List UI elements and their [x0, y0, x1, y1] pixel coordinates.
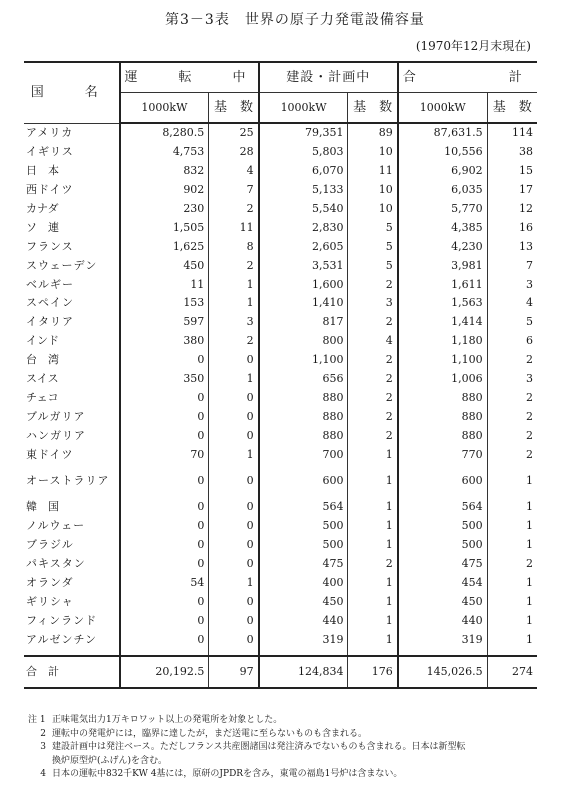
cell-tot-kw: 1,563: [398, 294, 487, 313]
cell-tot-kw: 1,180: [398, 332, 487, 351]
cell-tot-n: 2: [487, 445, 537, 464]
header-op-units: 基 数: [209, 93, 259, 124]
cell-pl-n: 2: [348, 351, 398, 370]
cell-pl-kw: 6,070: [259, 162, 348, 181]
cell-tot-n: 16: [487, 218, 537, 237]
country-name: ギリシャ: [26, 594, 74, 608]
table-row: [24, 517, 537, 536]
cell-op-kw: 20,192.5: [120, 656, 209, 688]
cell-pl-kw: 319: [259, 630, 348, 656]
cell-tot-n: 2: [487, 407, 537, 426]
country-name: 西ドイツ: [26, 183, 74, 197]
cell-pl-n: 11: [348, 162, 398, 181]
cell-op-n: 0: [209, 407, 259, 426]
cell-op-n: 4: [209, 162, 259, 181]
cell-pl-n: 2: [348, 426, 398, 445]
table-row: [24, 370, 537, 389]
table-date-note: (1970年12月末現在): [415, 39, 531, 53]
country-name: ブラジル: [26, 538, 74, 552]
cell-tot-kw: 10,556: [398, 143, 487, 162]
cell-tot-n: 17: [487, 181, 537, 200]
cell-pl-kw: 5,540: [259, 200, 348, 219]
cell-tot-n: 12: [487, 200, 537, 219]
cell-pl-n: 2: [348, 407, 398, 426]
cell-op-n: 2: [209, 256, 259, 275]
table-row: [24, 200, 537, 219]
cell-tot-kw: 600: [398, 464, 487, 498]
table-row: [24, 237, 537, 256]
cell-op-kw: 0: [120, 536, 209, 555]
cell-op-kw: 11: [120, 275, 209, 294]
cell-pl-kw: 2,605: [259, 237, 348, 256]
header-planned: 建設・計画中: [259, 62, 398, 93]
table-row: [24, 592, 537, 611]
country-name: ベルギー: [26, 277, 74, 291]
cell-op-n: 0: [209, 536, 259, 555]
cell-op-n: 0: [209, 498, 259, 517]
table-row: [24, 445, 537, 464]
cell-op-kw: 70: [120, 445, 209, 464]
header-tot-capacity: 1000kW: [398, 93, 487, 124]
cell-tot-kw: 4,230: [398, 237, 487, 256]
cell-pl-n: 10: [348, 181, 398, 200]
cell-op-n: 0: [209, 517, 259, 536]
cell-pl-kw: 2,830: [259, 218, 348, 237]
cell-tot-kw: 1,006: [398, 370, 487, 389]
header-pl-units: 基 数: [348, 93, 398, 124]
cell-pl-n: 1: [348, 592, 398, 611]
cell-pl-n: 10: [348, 200, 398, 219]
footnote-text: 日本の運転中832千KW 4基には，原研のJPDRを含み，東電の福島1号炉は含まない。: [52, 769, 403, 779]
cell-pl-kw: 880: [259, 426, 348, 445]
header-total: 合 計: [398, 62, 537, 93]
cell-tot-kw: 87,631.5: [398, 123, 487, 143]
cell-tot-n: 1: [487, 574, 537, 593]
capacity-table: [24, 61, 562, 689]
table-row: [24, 275, 537, 294]
country-name: 東ドイツ: [26, 447, 74, 461]
cell-tot-n: 114: [487, 123, 537, 143]
footnote: [28, 714, 548, 728]
cell-op-kw: 0: [120, 464, 209, 498]
cell-op-kw: 380: [120, 332, 209, 351]
country-name: パキスタン: [26, 557, 86, 571]
cell-tot-n: 2: [487, 351, 537, 370]
cell-op-kw: 1,505: [120, 218, 209, 237]
cell-op-kw: 0: [120, 517, 209, 536]
cell-op-kw: 597: [120, 313, 209, 332]
cell-tot-n: 1: [487, 536, 537, 555]
header-op-capacity: 1000kW: [120, 93, 209, 124]
cell-op-kw: 0: [120, 592, 209, 611]
cell-op-kw: 902: [120, 181, 209, 200]
table-row: [24, 464, 537, 498]
country-name: カナダ: [26, 202, 59, 215]
footnote: [28, 741, 548, 755]
cell-op-kw: 0: [120, 407, 209, 426]
cell-pl-n: 2: [348, 275, 398, 294]
cell-pl-n: 2: [348, 388, 398, 407]
cell-op-n: 0: [209, 611, 259, 630]
cell-pl-n: 176: [348, 656, 398, 688]
cell-pl-kw: 1,100: [259, 351, 348, 370]
cell-op-kw: 153: [120, 294, 209, 313]
table-row: [24, 574, 537, 593]
cell-op-kw: 4,753: [120, 143, 209, 162]
cell-op-kw: 8,280.5: [120, 123, 209, 143]
cell-op-n: 8: [209, 237, 259, 256]
cell-pl-kw: 400: [259, 574, 348, 593]
cell-op-n: 0: [209, 351, 259, 370]
table-row: [24, 498, 537, 517]
cell-tot-kw: 475: [398, 555, 487, 574]
cell-pl-kw: 79,351: [259, 123, 348, 143]
cell-tot-n: 2: [487, 388, 537, 407]
cell-op-n: 7: [209, 181, 259, 200]
cell-op-kw: 0: [120, 630, 209, 656]
cell-pl-n: 5: [348, 256, 398, 275]
cell-pl-kw: 500: [259, 536, 348, 555]
cell-pl-kw: 700: [259, 445, 348, 464]
cell-tot-n: 3: [487, 275, 537, 294]
cell-op-kw: 832: [120, 162, 209, 181]
table-row: [24, 123, 537, 143]
cell-pl-kw: 656: [259, 370, 348, 389]
cell-op-kw: 0: [120, 388, 209, 407]
cell-op-kw: 54: [120, 574, 209, 593]
cell-pl-kw: 5,133: [259, 181, 348, 200]
cell-tot-n: 1: [487, 464, 537, 498]
cell-op-n: 0: [209, 464, 259, 498]
cell-tot-n: 1: [487, 498, 537, 517]
table-row: [24, 426, 537, 445]
cell-pl-kw: 1,600: [259, 275, 348, 294]
cell-tot-kw: 1,414: [398, 313, 487, 332]
cell-pl-n: 1: [348, 498, 398, 517]
cell-pl-kw: 5,803: [259, 143, 348, 162]
header-pl-capacity: 1000kW: [259, 93, 348, 124]
country-name: アルゼンチン: [26, 632, 98, 646]
cell-pl-n: 2: [348, 313, 398, 332]
cell-tot-n: 7: [487, 256, 537, 275]
table-row: [24, 181, 537, 200]
header-tot-units: 基 数: [487, 93, 537, 124]
cell-op-kw: 0: [120, 351, 209, 370]
cell-pl-kw: 800: [259, 332, 348, 351]
cell-tot-kw: 880: [398, 388, 487, 407]
cell-pl-kw: 440: [259, 611, 348, 630]
cell-tot-kw: 450: [398, 592, 487, 611]
cell-op-n: 1: [209, 275, 259, 294]
country-name: イタリア: [26, 315, 74, 329]
cell-tot-n: 1: [487, 630, 537, 656]
header-operating: 運 転 中: [120, 62, 259, 93]
cell-tot-kw: 1,100: [398, 351, 487, 370]
footnote-number: 2: [40, 728, 46, 739]
country-name: イギリス: [26, 145, 74, 159]
country-name: 合 計: [24, 656, 120, 688]
country-name: ノルウェー: [26, 519, 86, 533]
table-row: [24, 294, 537, 313]
table-row: [24, 536, 537, 555]
cell-tot-n: 4: [487, 294, 537, 313]
country-name: スペイン: [26, 296, 74, 310]
country-name: オーストラリア: [26, 474, 110, 488]
footnote-text: 建設計画中は発注ベース。ただしフランス共産圏諸国は発注済みでないものも含まれる。日本は新型転: [52, 742, 466, 752]
cell-op-n: 2: [209, 332, 259, 351]
cell-tot-kw: 770: [398, 445, 487, 464]
cell-pl-kw: 1,410: [259, 294, 348, 313]
country-name: スウェーデン: [26, 258, 98, 272]
cell-op-n: 2: [209, 200, 259, 219]
cell-op-kw: 1,625: [120, 237, 209, 256]
cell-op-n: 0: [209, 555, 259, 574]
cell-tot-n: 274: [487, 656, 537, 688]
footnotes: [28, 714, 548, 782]
footnote-number: 4: [40, 769, 46, 779]
table-row: [24, 555, 537, 574]
table-row: [24, 407, 537, 426]
country-name: オランダ: [26, 576, 74, 590]
footnote: [28, 768, 548, 782]
cell-tot-n: 2: [487, 426, 537, 445]
cell-tot-kw: 1,611: [398, 275, 487, 294]
total-row: [24, 656, 537, 688]
table-row: [24, 611, 537, 630]
cell-pl-n: 4: [348, 332, 398, 351]
cell-pl-n: 10: [348, 143, 398, 162]
cell-pl-n: 1: [348, 445, 398, 464]
footnote-number: 3: [40, 742, 46, 752]
cell-pl-n: 2: [348, 370, 398, 389]
table-row: [24, 388, 537, 407]
table-row: [24, 332, 537, 351]
cell-tot-kw: 500: [398, 517, 487, 536]
cell-op-kw: 350: [120, 370, 209, 389]
cell-pl-kw: 3,531: [259, 256, 348, 275]
country-name: ブルガリア: [26, 409, 86, 423]
cell-op-kw: 0: [120, 555, 209, 574]
country-name: アメリカ: [26, 126, 74, 140]
cell-op-kw: 450: [120, 256, 209, 275]
table-row: [24, 256, 537, 275]
cell-tot-n: 15: [487, 162, 537, 181]
cell-pl-n: 1: [348, 574, 398, 593]
table-row: [24, 218, 537, 237]
cell-op-n: 0: [209, 630, 259, 656]
cell-op-n: 0: [209, 426, 259, 445]
cell-pl-n: 5: [348, 237, 398, 256]
cell-pl-kw: 500: [259, 517, 348, 536]
country-name: フランス: [26, 239, 74, 253]
cell-tot-kw: 3,981: [398, 256, 487, 275]
country-name: インド: [26, 334, 59, 348]
cell-op-n: 3: [209, 313, 259, 332]
country-name: 韓 国: [26, 500, 59, 514]
cell-op-kw: 0: [120, 426, 209, 445]
cell-pl-kw: 124,834: [259, 656, 348, 688]
cell-tot-n: 13: [487, 237, 537, 256]
country-name: 日 本: [26, 164, 59, 178]
footnote-text: 正味電気出力1万キロワット以上の発電所を対象とした。: [52, 715, 283, 725]
cell-tot-kw: 454: [398, 574, 487, 593]
cell-pl-n: 3: [348, 294, 398, 313]
footnote-number: 注 1: [28, 715, 46, 725]
cell-pl-kw: 564: [259, 498, 348, 517]
cell-tot-n: 6: [487, 332, 537, 351]
cell-tot-kw: 880: [398, 407, 487, 426]
cell-pl-n: 1: [348, 611, 398, 630]
country-name: スイス: [26, 372, 59, 386]
cell-tot-kw: 440: [398, 611, 487, 630]
cell-tot-n: 38: [487, 143, 537, 162]
cell-op-n: 0: [209, 592, 259, 611]
table-row: [24, 630, 537, 656]
cell-tot-kw: 880: [398, 426, 487, 445]
cell-pl-kw: 475: [259, 555, 348, 574]
cell-tot-n: 3: [487, 370, 537, 389]
footnote-continuation: 換炉原型炉(ふげん)を含む。: [52, 755, 168, 766]
table-title: 第3－3表 世界の原子力発電設備容量: [165, 12, 425, 28]
cell-pl-n: 1: [348, 464, 398, 498]
cell-tot-kw: 6,035: [398, 181, 487, 200]
cell-op-n: 1: [209, 445, 259, 464]
cell-pl-n: 1: [348, 630, 398, 656]
table-row: [24, 162, 537, 181]
cell-tot-kw: 6,902: [398, 162, 487, 181]
cell-pl-kw: 600: [259, 464, 348, 498]
cell-tot-kw: 564: [398, 498, 487, 517]
cell-pl-n: 5: [348, 218, 398, 237]
cell-op-n: 25: [209, 123, 259, 143]
cell-op-n: 1: [209, 294, 259, 313]
footnote-text: 運転中の発電炉には，臨界に達したが，まだ送電に至らないものも含まれる。: [52, 728, 368, 739]
cell-op-n: 1: [209, 370, 259, 389]
cell-pl-kw: 450: [259, 592, 348, 611]
table-row: [24, 313, 537, 332]
country-name: ハンガリア: [26, 428, 86, 442]
cell-tot-kw: 319: [398, 630, 487, 656]
cell-op-n: 97: [209, 656, 259, 688]
cell-pl-n: 1: [348, 536, 398, 555]
cell-tot-kw: 500: [398, 536, 487, 555]
table-row: [24, 351, 537, 370]
cell-op-n: 0: [209, 388, 259, 407]
cell-op-kw: 0: [120, 498, 209, 517]
cell-pl-kw: 817: [259, 313, 348, 332]
header-country: 国 名: [24, 62, 120, 123]
country-name: ソ 連: [26, 220, 59, 234]
cell-pl-kw: 880: [259, 388, 348, 407]
cell-pl-n: 1: [348, 517, 398, 536]
cell-tot-kw: 5,770: [398, 200, 487, 219]
cell-op-n: 11: [209, 218, 259, 237]
cell-op-kw: 230: [120, 200, 209, 219]
cell-tot-n: 1: [487, 611, 537, 630]
cell-op-kw: 0: [120, 611, 209, 630]
cell-tot-kw: 145,026.5: [398, 656, 487, 688]
cell-tot-kw: 4,385: [398, 218, 487, 237]
cell-op-n: 28: [209, 143, 259, 162]
cell-pl-kw: 880: [259, 407, 348, 426]
table-row: [24, 143, 537, 162]
cell-tot-n: 1: [487, 517, 537, 536]
cell-tot-n: 5: [487, 313, 537, 332]
cell-tot-n: 1: [487, 592, 537, 611]
country-name: フィンランド: [26, 613, 98, 627]
cell-pl-n: 89: [348, 123, 398, 143]
country-name: 台 湾: [26, 353, 59, 367]
cell-op-n: 1: [209, 574, 259, 593]
cell-pl-n: 2: [348, 555, 398, 574]
footnote: [28, 728, 548, 742]
country-name: チェコ: [26, 390, 59, 404]
cell-tot-n: 2: [487, 555, 537, 574]
